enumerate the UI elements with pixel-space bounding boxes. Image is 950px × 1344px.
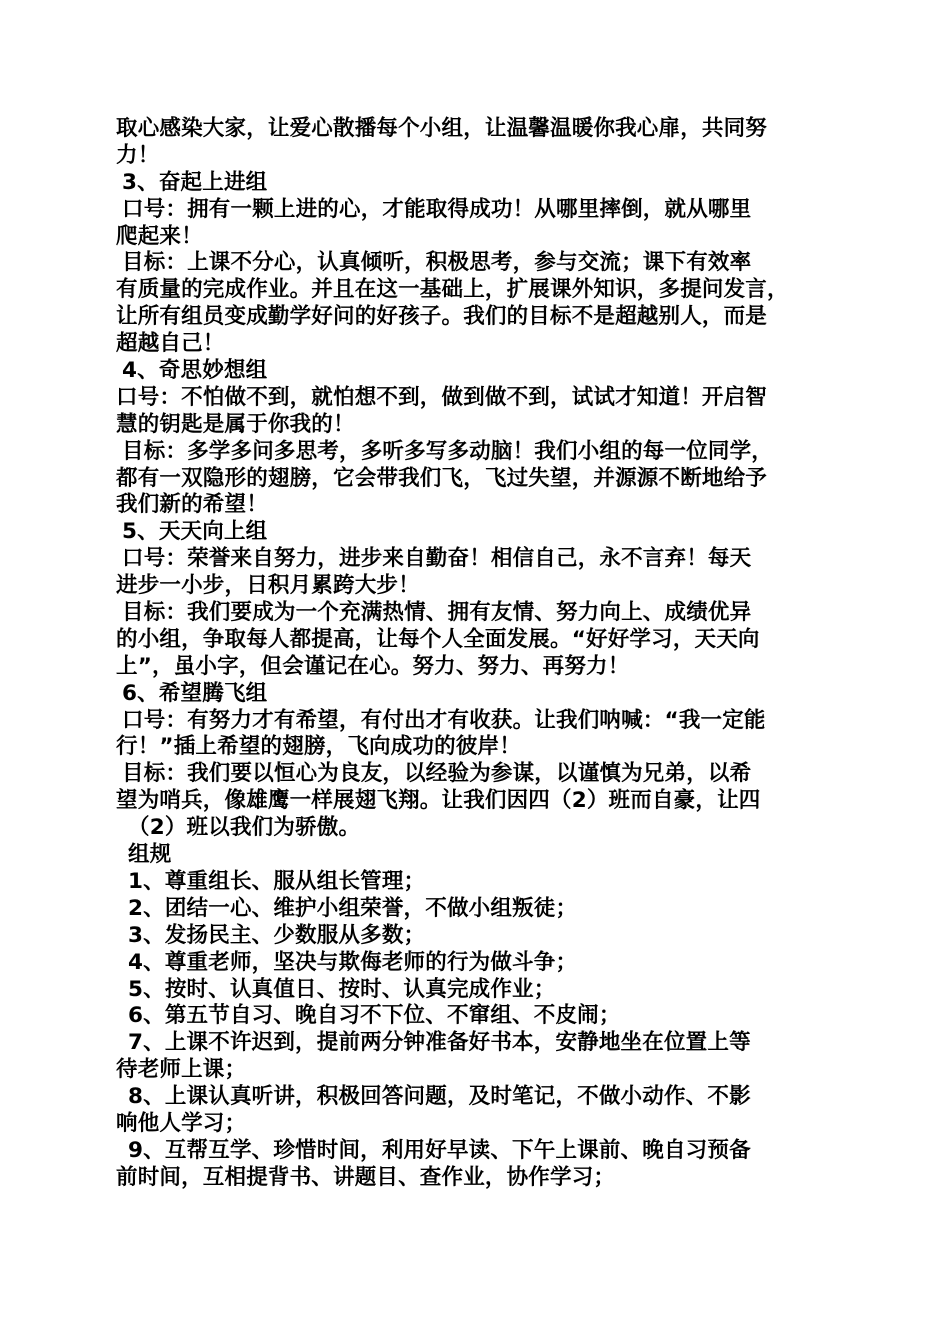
text-line: 超越自己！ <box>116 331 225 357</box>
text-line: 待老师上课； <box>116 1057 247 1083</box>
text-line: 目标：多学多问多思考，多听多写多动脑！我们小组的每一位同学， <box>122 438 774 464</box>
text-line: 力！ <box>116 142 160 168</box>
text-line: 我们新的希望！ <box>116 492 268 518</box>
text-line: 4、尊重老师，坚决与欺侮老师的行为做斗争； <box>128 949 578 975</box>
text-line: 进步一小步，日积月累跨大步！ <box>116 573 420 599</box>
text-line: 取心感染大家，让爱心散播每个小组，让温馨温暖你我心扉，共同努 <box>116 116 768 141</box>
text-line: 7、上课不许迟到，提前两分钟准备好书本，安静地坐在位置上等 <box>128 1030 751 1056</box>
text-line: 口号：拥有一颗上进的心，才能取得成功！从哪里摔倒，就从哪里 <box>122 196 752 222</box>
text-line: 6、希望腾飞组 <box>122 680 268 706</box>
text-line: 口号：荣誉来自努力，进步来自勤奋！相信自己，永不言弃！每天 <box>122 546 752 572</box>
text-line: 望为哨兵，像雄鹰一样展翅飞翔。让我们因四（2）班而自豪，让四 <box>116 788 761 814</box>
text-line: 9、互帮互学、珍惜时间，利用好早读、下午上课前、晚自习预备 <box>128 1137 751 1163</box>
text-line: 目标：我们要以恒心为良友，以经验为参谋，以谨慎为兄弟，以希 <box>122 761 752 787</box>
text-line: 目标：我们要成为一个充满热情、拥有友情、努力向上、成绩优异 <box>122 600 752 626</box>
text-line: 6、第五节自习、晚自习不下位、不窜组、不皮闹； <box>128 1003 621 1029</box>
text-line: 行！”插上希望的翅膀，飞向成功的彼岸！ <box>116 734 521 760</box>
text-line: 口号：有努力才有希望，有付出才有收获。让我们呐喊：“我一定能 <box>122 707 766 733</box>
text-line: 前时间，互相提背书、讲题目、查作业，协作学习； <box>116 1164 616 1190</box>
text-line: 2、团结一心、维护小组荣誉，不做小组叛徒； <box>128 895 578 921</box>
text-line: 爬起来！ <box>116 223 203 249</box>
text-line: （2）班以我们为骄傲。 <box>128 815 361 841</box>
text-line: 的小组，争取每人都提高，让每个人全面发展。“好好学习，天天向 <box>116 626 760 652</box>
text-line: 慧的钥匙是属于你我的！ <box>116 411 355 437</box>
text-line: 3、奋起上进组 <box>122 169 268 195</box>
text-line: 3、发扬民主、少数服从多数； <box>128 922 426 948</box>
text-line: 8、上课认真听讲，积极回答问题，及时笔记，不做小动作、不影 <box>128 1084 751 1110</box>
text-line: 有质量的完成作业。并且在这一基础上，扩展课外知识，多提问发言， <box>116 277 789 303</box>
text-line: 组规 <box>128 842 172 868</box>
text-line: 让所有组员变成勤学好问的好孩子。我们的目标不是超越别人，而是 <box>116 304 768 330</box>
document-body <box>116 116 836 1192</box>
text-line: 5、按时、认真值日、按时、认真完成作业； <box>128 976 556 1002</box>
text-line: 1、尊重组长、服从组长管理； <box>128 868 426 894</box>
text-line: 口号：不怕做不到，就怕想不到，做到做不到，试试才知道！开启智 <box>116 384 768 410</box>
text-line: 都有一双隐形的翅膀，它会带我们飞，飞过失望，并源源不断地给予 <box>116 465 768 491</box>
text-line: 上”，虽小字，但会谨记在心。努力、努力、再努力！ <box>116 653 630 679</box>
text-line: 响他人学习； <box>116 1110 247 1136</box>
text-line: 4、奇思妙想组 <box>122 358 268 384</box>
text-line: 目标：上课不分心，认真倾听，积极思考，参与交流；课下有效率 <box>122 250 752 276</box>
text-line: 5、天天向上组 <box>122 519 268 545</box>
